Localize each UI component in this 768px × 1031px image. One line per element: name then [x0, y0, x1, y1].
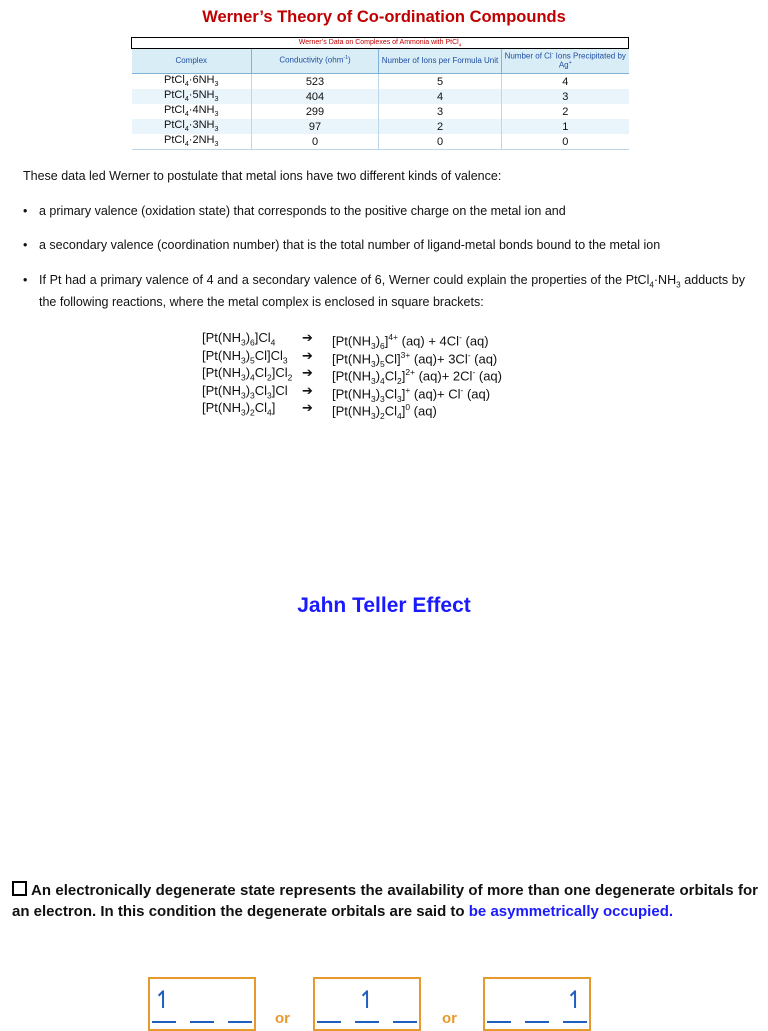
ions-cell: 4: [379, 89, 502, 104]
conductivity-cell: 299: [252, 104, 379, 119]
conductivity-cell: 404: [252, 89, 379, 104]
bullet-pt-explanation: • If Pt had a primary valence of 4 and a secondary valence of 6, Werner could explain the properties of the $PtCl_4\cdot NH_3$ adducts by the following reactions, where the metal complex is enclosed in square brackets:: [23, 273, 745, 309]
complex-cell: $PtCl_4\cdot 5NH_3$: [132, 89, 252, 104]
bullet-dot: •: [23, 238, 28, 252]
page-title: Werner’s Theory of Co-ordination Compounds: [202, 8, 566, 26]
ions-cell: 5: [379, 74, 502, 90]
arrow-icon: ➔: [302, 382, 313, 398]
cl-cell: 4: [502, 74, 629, 90]
orbital-box: [148, 977, 256, 1031]
complex-cell: $PtCl_4\cdot 3NH_3$: [132, 119, 252, 134]
ions-cell: 3: [379, 104, 502, 119]
table-row: [132, 89, 629, 104]
header-complex: Complex: [132, 49, 252, 74]
conductivity-cell: 0: [252, 134, 379, 150]
orbital-box: [483, 977, 591, 1031]
cl-cell: 3: [502, 89, 629, 104]
table-row: [132, 134, 629, 150]
bullet-primary-valence: • a primary valence (oxidation state) that corresponds to the positive charge on the metal ion and: [23, 204, 566, 218]
arrow-icon: ➔: [302, 347, 313, 363]
header-ions: Number of Ions per Formula Unit: [379, 49, 502, 74]
arrow-icon: ➔: [302, 365, 313, 380]
orbital-box: [313, 977, 421, 1031]
ions-cell: 2: [379, 119, 502, 134]
cl-cell: 1: [502, 119, 629, 134]
table-row: [132, 119, 629, 134]
complex-cell: $PtCl_4\cdot 4NH_3$: [164, 104, 219, 119]
or-label: or: [442, 1010, 457, 1027]
conductivity-cell: 97: [252, 119, 379, 134]
complex-cell: $PtCl_4\cdot 6NH_3$: [164, 74, 219, 89]
spin-up-arrow-icon: ↿: [565, 987, 586, 1014]
conductivity-cell: 523: [252, 74, 379, 90]
header-conductivity: Conductivity (ohm$^{-1}$): [252, 49, 379, 74]
degenerate-paragraph: An electronically degenerate state represents the availability of more than one degenerate orbitals for an electron. In this condition the degenerate orbitals are said to be asymmetrically occupied.: [12, 882, 758, 920]
intro-paragraph: These data led Werner to postulate that metal ions have two different kinds of valence:: [23, 169, 502, 183]
arrow-icon: ➔: [302, 400, 313, 415]
bullet-dot: •: [23, 273, 28, 287]
table-row: [132, 104, 629, 119]
checkbox-bullet-icon: [12, 881, 27, 896]
header-cl-ions: Number of Cl- Ions Precipitated by Ag+: [502, 49, 629, 74]
or-label: or: [275, 1010, 290, 1027]
complex-cell: $PtCl_4\cdot 2NH_3$: [132, 134, 252, 150]
ions-cell: 0: [379, 134, 502, 150]
section-heading-jahn-teller: Jahn Teller Effect: [297, 594, 471, 617]
arrow-icon: ➔: [302, 330, 313, 345]
spin-up-arrow-icon: ↿: [153, 987, 174, 1014]
bullet-dot: •: [23, 204, 28, 218]
table-row: [132, 74, 629, 90]
cl-cell: 0: [502, 134, 629, 150]
table-caption: Werner’s Data on Complexes of Ammonia with PtCl$_4$: [132, 38, 629, 49]
werner-data-table: [131, 37, 628, 150]
cl-cell: 2: [502, 104, 629, 119]
spin-up-arrow-icon: ↿: [357, 987, 378, 1014]
bullet-secondary-valence: • a secondary valence (coordination number) that is the total number of ligand-metal bonds bound to the metal ion: [23, 238, 661, 252]
